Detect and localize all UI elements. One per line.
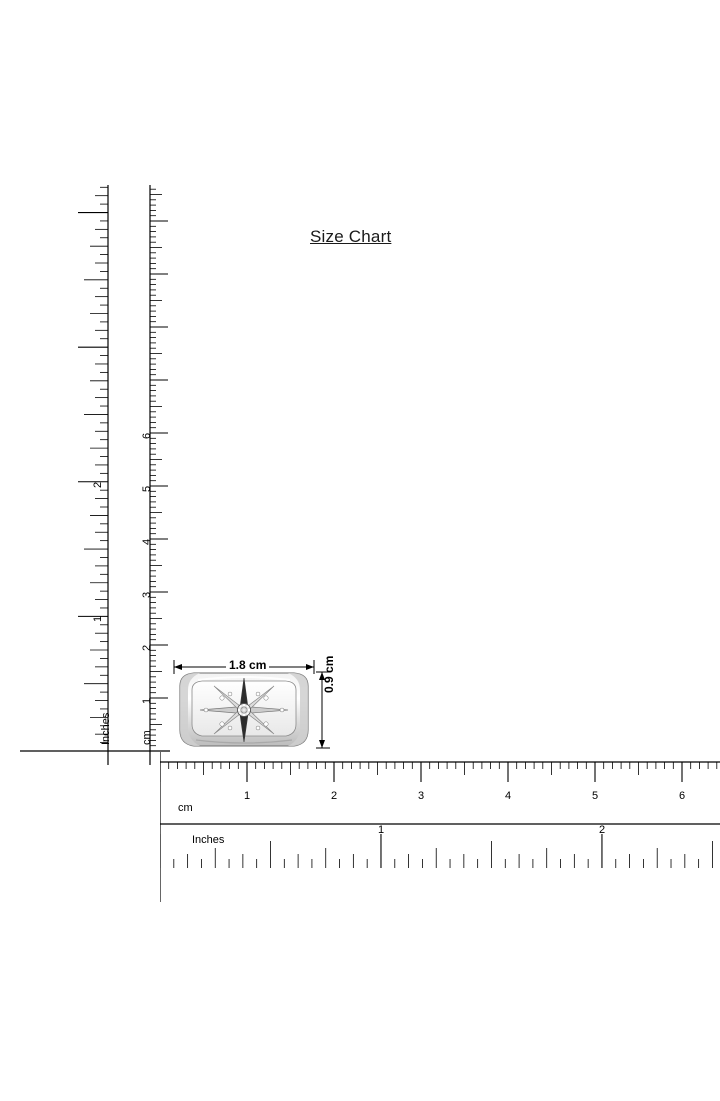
hruler-cm-number: 6 <box>679 790 686 802</box>
vruler-inch-number: 1 <box>92 616 104 623</box>
ring-image <box>170 668 318 752</box>
vruler-cm-number: 6 <box>141 432 153 439</box>
hruler-cm-number: 4 <box>505 790 512 802</box>
vruler-cm-number: 4 <box>141 538 153 545</box>
vruler-cm-number: 2 <box>141 644 153 651</box>
vruler-cm-number: 1 <box>141 697 153 704</box>
vruler-inches-label: Inches <box>100 712 112 745</box>
hruler-cm-number: 1 <box>244 790 251 802</box>
hruler-inch-number: 2 <box>598 824 606 836</box>
hruler-inches-label: Inches <box>192 834 225 846</box>
vruler-cm-number: 5 <box>141 485 153 492</box>
vruler-cm-label: cm <box>141 730 153 745</box>
vertical-ruler-svg <box>20 185 170 765</box>
horizontal-ruler <box>160 752 720 902</box>
height-dimension-label: 0.9 cm <box>322 655 336 693</box>
hruler-cm-label: cm <box>178 802 193 814</box>
hruler-cm-number: 3 <box>418 790 425 802</box>
hruler-cm-number: 2 <box>331 790 338 802</box>
horizontal-ruler-svg <box>160 752 720 902</box>
page-title: Size Chart <box>310 227 392 246</box>
ring-illustration <box>170 668 318 752</box>
vruler-inch-number: 2 <box>92 481 104 488</box>
vertical-ruler <box>20 185 170 765</box>
hruler-cm-number: 5 <box>592 790 599 802</box>
vruler-cm-number: 3 <box>141 591 153 598</box>
hruler-inch-number: 1 <box>377 824 385 836</box>
width-dimension-label: 1.8 cm <box>226 658 269 672</box>
